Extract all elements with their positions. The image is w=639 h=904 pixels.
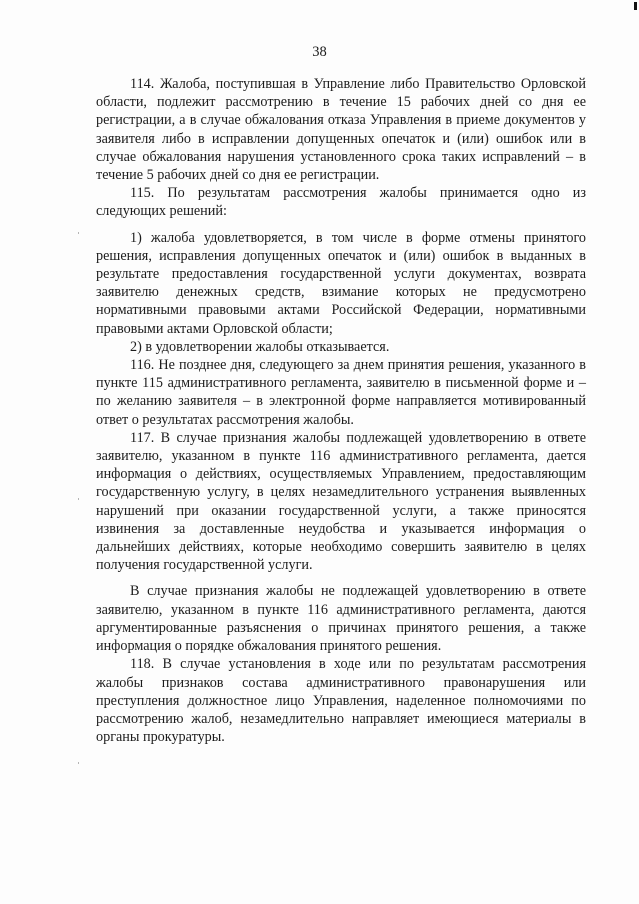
paragraph-117: 117. В случае признания жалобы подлежащей удовлетворению в ответе заявителю, указанном в пункте 116 административного регламента, дается информация о действиях, осуществляемых Управлением, предоставляющим государственную услугу, в целях незамедлительного устранения выявленных нарушений при оказании государственной услуги, а также приносятся извинения за доставленные неудобства и указывается информация о дальнейших действиях, которые необходимо совершить заявителю в целях получения государственной услуги.	[96, 429, 586, 574]
document-body	[96, 75, 586, 746]
paragraph-117-continuation: В случае признания жалобы не подлежащей удовлетворению в ответе заявителю, указанном в пункте 116 административного регламента, даются аргументированные разъяснения о причинах принятого решения, а также информация о порядке обжалования принятого решения.	[96, 583, 586, 655]
scan-artifact	[78, 498, 79, 500]
page-number: 38	[312, 44, 327, 60]
paragraph-115-item-1: 1) жалоба удовлетворяется, в том числе в форме отмены принятого решения, исправления допущенных опечаток и (или) ошибок в выданных в результате предоставления государственной услуги документах, возврата заявителю денежных средств, взимание которых не предусмотрено нормативными правовыми актами Российской Федерации, нормативными правовыми актами Орловской области;	[96, 229, 586, 337]
paragraph-118: 118. В случае установления в ходе или по результатам рассмотрения жалобы признаков состава административного правонарушения или преступления должностное лицо Управления, наделенное полномочиями по рассмотрению жалоб, незамедлительно направляет имеющиеся материалы в органы прокуратуры.	[96, 656, 586, 746]
paragraph-115: 115. По результатам рассмотрения жалобы принимается одно из следующих решений:	[96, 185, 586, 220]
scan-corner-mark	[634, 2, 637, 10]
paragraph-114: 114. Жалоба, поступившая в Управление либо Правительство Орловской области, подлежит рассмотрению в течение 15 рабочих дней со дня ее регистрации, а в случае обжалования отказа Управления в приеме документов у заявителя либо в исправлении допущенных опечаток и (или) ошибок или в случае обжалования нарушения установленного срока таких исправлений – в течение 5 рабочих дней со дня ее регистрации.	[96, 76, 586, 184]
paragraph-116: 116. Не позднее дня, следующего за днем принятия решения, указанного в пункте 115 административного регламента, заявителю в письменной форме и – по желанию заявителя – в электронной форме направляется мотивированный ответ о результатах рассмотрения жалобы.	[96, 357, 586, 428]
scan-artifact	[78, 762, 79, 764]
paragraph-115-item-2: 2) в удовлетворении жалобы отказывается.	[130, 338, 390, 355]
scan-artifact	[78, 232, 79, 234]
